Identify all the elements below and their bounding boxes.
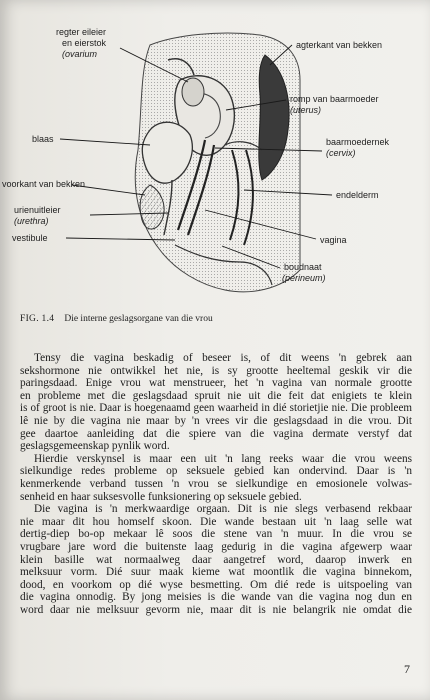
text-line: die vagina onnodig. By jong meisies is die wande van die vagina nog dun en — [20, 591, 412, 604]
body-text — [20, 352, 412, 616]
figure-caption-text: Die interne geslagsorgane van die vrou — [64, 314, 213, 324]
text-line: en probleme met die geslagsdaad spruit nie uit die feit dat enigiets te klein — [20, 389, 412, 402]
label-baarmoedernek: baarmoedernek — [326, 137, 390, 147]
label-vagina: vagina — [320, 235, 347, 245]
label-en-eierstok: en eierstok — [62, 38, 107, 48]
paragraph — [20, 453, 412, 503]
text-line: word daar nie melksuur gevorm nie, maar dit is nie belangrik nie omdat die — [20, 603, 412, 616]
text-line: Hierdie verskynsel is maar een uit 'n lang reeks waar die vrou weens — [34, 452, 412, 465]
text-line: dood, en voorkom op dié wyse besmetting. Om dié rede is uitspoeling van — [20, 578, 412, 591]
anatomy-figure — [0, 0, 430, 300]
label-boudnaat: boudnaat — [284, 262, 322, 272]
label-cervix: (cervix) — [326, 148, 356, 158]
text-line: melksuur vorm. Dié suur maak kieme wat moontlik die vagina binnekom, — [20, 566, 412, 579]
text-line: kenmerkende verband tussen 'n vrou se sielkundige en emosionele volwas- — [20, 477, 412, 490]
text-line: nie maar dit hou homself skoon. Die wande bestaan uit 'n laag selle wat — [20, 515, 412, 528]
label-regter-eileier: regter eileier — [56, 27, 107, 37]
label-urethra: (urethra) — [14, 216, 49, 226]
text-line: paringsdaad. Enige vrou wat menstrueer, het 'n vagina van normale grootte — [20, 377, 412, 390]
text-line: geslagsgemeenskap pynlik word. — [20, 440, 170, 453]
label-romp-van-baarmoeder: romp van baarmoeder — [290, 94, 379, 104]
label-agterkant-van-bekken: agterkant van bekken — [296, 40, 383, 50]
text-line: sekshormone nie ontwikkel het nie, is sy grootte heeltemal geskik vir die — [20, 364, 412, 377]
text-line: sielkundige redes probleme op seksuele gebied kan ondervind. Daar is 'n — [20, 465, 412, 478]
label-vestibule: vestibule — [12, 233, 48, 243]
text-line: gee daartoe aanleiding dat die spiere van die vagina dermate verstyf dat — [20, 427, 412, 440]
text-line: is of groot is nie. Daar is hoegenaamd geen waarheid in dié storietjie nie. Die probleem — [20, 402, 412, 415]
text-line: vrugbare jare word die buitenste laag gedurig in die vagina afgewerp waar — [20, 540, 412, 553]
paragraph — [20, 352, 412, 453]
text-line: klein basille wat normaalweg daar aangetref word, daarop inwerk en — [20, 553, 412, 566]
label-voorkant-van-bekken: voorkant van bekken — [2, 179, 86, 189]
label-blaas: blaas — [32, 134, 54, 144]
label-urienuitleier: urienuitleier — [14, 205, 61, 215]
label-ovarium: (ovarium — [62, 49, 98, 59]
text-line: Tensy die vagina beskadig of beseer is, of dit weens 'n gebrek aan — [34, 352, 412, 364]
text-line: Die vagina is 'n merkwaardige orgaan. Dit is nie slegs verbasend rekbaar — [34, 503, 412, 516]
figure-number: FIG. 1.4 — [20, 314, 55, 324]
text-line: lê nie by die vagina nie maar by 'n vrees vir die geslagsdaad in die vrou. Dit — [20, 414, 412, 427]
label-perineum: (perineum) — [282, 273, 326, 283]
label-uterus: (uterus) — [290, 105, 322, 115]
label-endelderm: endelderm — [336, 190, 379, 200]
text-line: dertig-diep bo-op mekaar lê soos die stene van 'n muur. In die vrou se — [20, 528, 412, 541]
paragraph — [20, 503, 412, 616]
figure-caption — [20, 314, 410, 324]
page-number: 7 — [404, 662, 410, 676]
text-line: senheid en haar suksesvolle funksionering op seksuele gebied. — [20, 490, 302, 503]
